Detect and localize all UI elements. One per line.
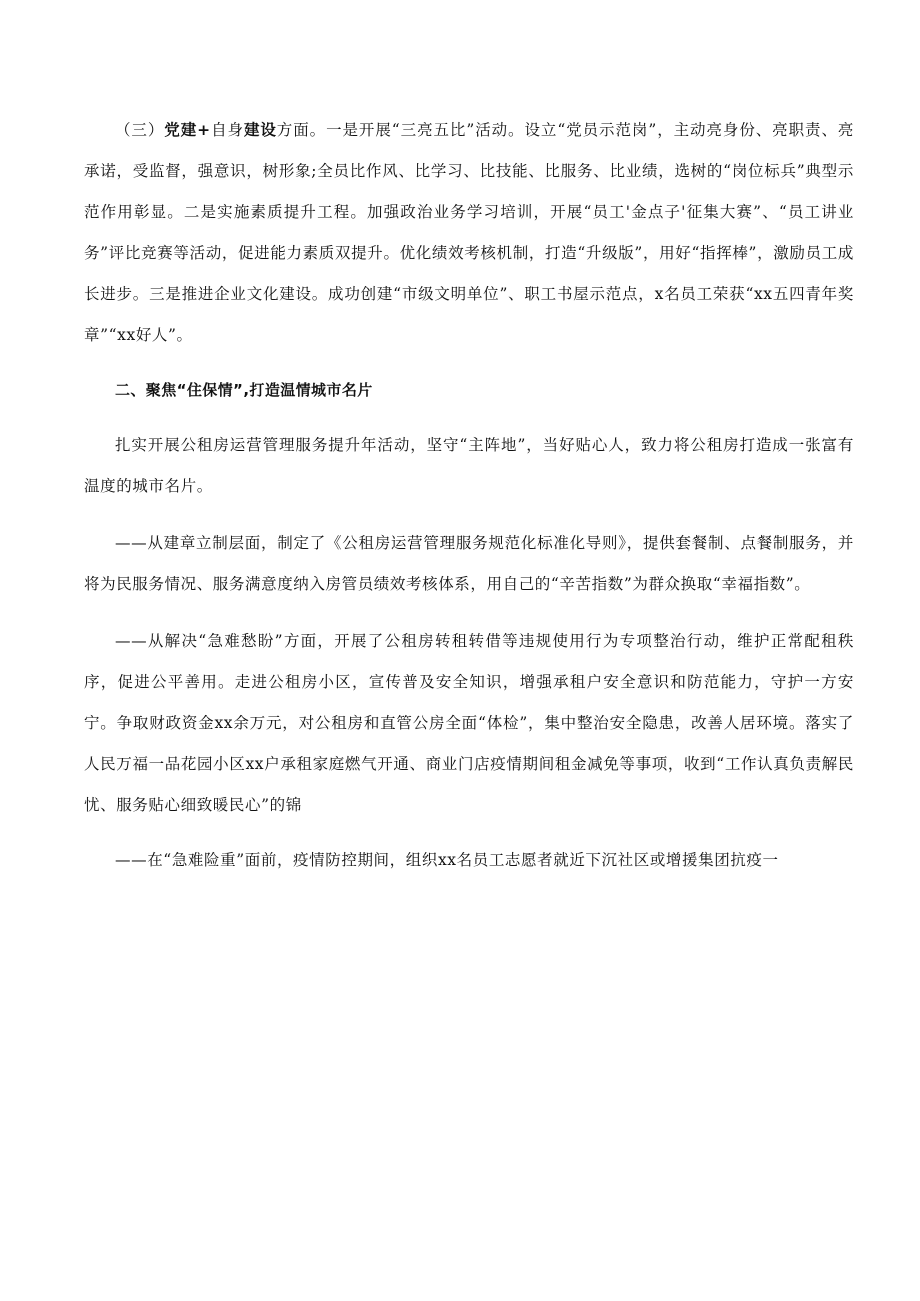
paragraph-intro: 扎实开展公租房运营管理服务提升年活动，坚守“主阵地”，当好贴心人，致力将公租房打造成一张富有温度的城市名片。	[84, 436, 854, 495]
paragraph-party-building	[84, 110, 854, 356]
section-number: （三）	[115, 121, 165, 139]
paragraph-urgent-needs: ——从解决“急难愁盼”方面，开展了公租房转租转借等违规使用行为专项整治行动，维护正常配租秩序，促进公平善用。走进公租房小区，宣传普及安全知识，增强承租户安全意识和防范能力，守护一方安宁。争取财政资金xx余万元，对公租房和直管公房全面“体检”，集中整治安全隐患，改善人居环境。落实了人民万福一品花园小区xx户承租家庭燃气开通、商业门店疫情期间租金减免等事项，收到“工作认真负责解民忧、服务贴心细致暖民心”的锦	[84, 632, 854, 814]
bold-term-construction: 建设	[243, 121, 277, 139]
document-page	[84, 110, 854, 897]
bold-term-party-plus: 党建+	[164, 121, 211, 139]
paragraph-body: 方面。一是开展“三亮五比”活动。设立“党员示范岗”，主动亮身份、亮职责、亮承诺，受监督，强意识，树形象;全员比作风、比学习、比技能、比服务、比业绩，选树的“岗位标兵”典型示范作用彰显。二是实施素质提升工程。加强政治业务学习培训，开展“员工'金点子'征集大赛”、“员工讲业务”评比竞赛等活动，促进能力素质双提升。优化绩效考核机制，打造“升级版”，用好“指挥棒”，激励员工成长进步。三是推进企业文化建设。成功创建“市级文明单位”、职工书屋示范点，x名员工荣获“xx五四青年奖章”“xx好人”。	[84, 121, 854, 344]
text-self: 自身	[210, 121, 244, 139]
paragraph-epidemic: ——在“急难险重”面前，疫情防控期间，组织xx名员工志愿者就近下沉社区或增援集团抗疫一	[115, 851, 779, 869]
section-heading: 二、聚焦“住保情”,打造温情城市名片	[115, 381, 373, 399]
paragraph-regulations: ——从建章立制层面，制定了《公租房运营管理服务规范化标准化导则》，提供套餐制、点餐制服务，并将为民服务情况、服务满意度纳入房管员绩效考核体系，用自己的“辛苦指数”为群众换取“幸福指数”。	[84, 534, 854, 593]
